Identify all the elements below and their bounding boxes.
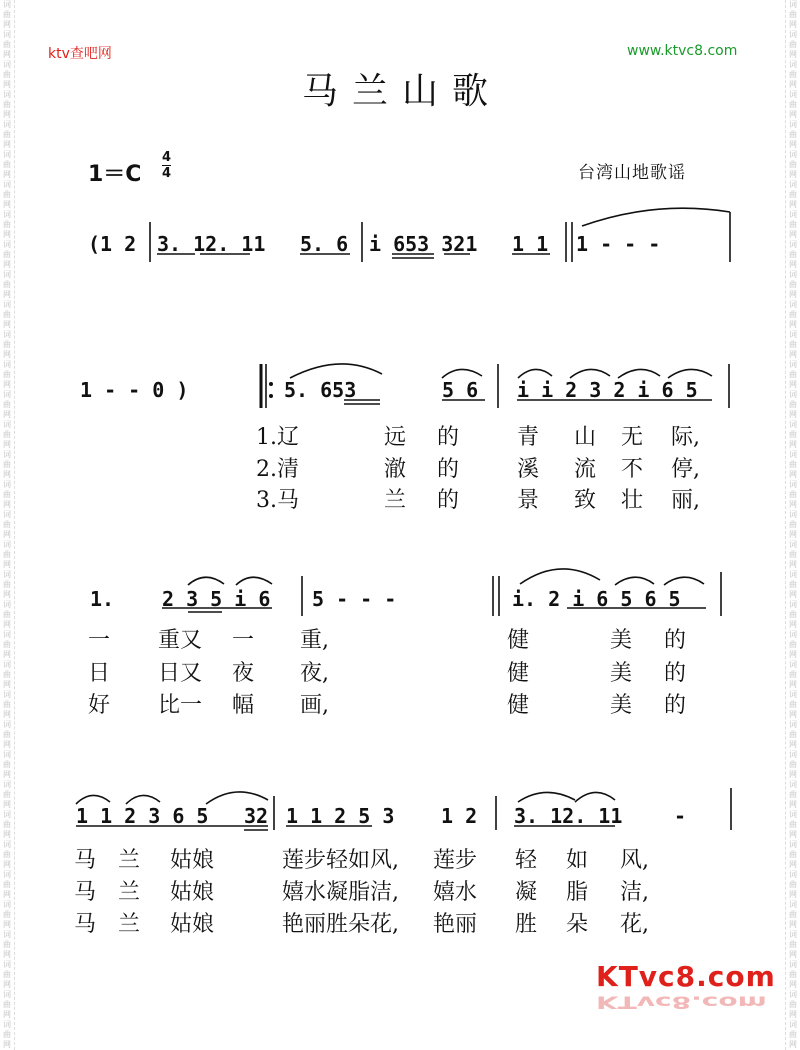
lyric4-v3-4: 艳丽胜朵花, [282, 912, 399, 937]
site-name-left[interactable]: ktv查吧网 [48, 46, 112, 62]
lyric3-v2-5: 健 [507, 661, 530, 686]
lyric3-v1-4: 重, [300, 628, 329, 653]
lyric4-v3-6: 胜 [515, 912, 538, 937]
lyric-v1-1: 1.辽 [256, 425, 299, 450]
slur [126, 795, 160, 804]
lyric-v3-5: 致 [574, 488, 597, 513]
left-watermark-strip: 词曲网词曲网词曲网词曲网词曲网词曲网词曲网词曲网词曲网词曲网词曲网词曲网词曲网词曲网词曲网词曲网词曲网词曲网词曲网词曲网词曲网词曲网词曲网词曲网词曲网词曲网词曲网词曲网词曲网词曲网词曲网词曲网词曲网词曲网词曲网 [0, 0, 15, 1050]
lyric3-v3-4: 画, [300, 693, 329, 718]
ktvc8-logo-reflection: KTvc8.com [596, 992, 767, 1012]
lyric3-v2-4: 夜, [300, 661, 329, 686]
row1-measure1-notes-b: 5. 6 [300, 232, 349, 256]
lyric3-v3-6: 美 [610, 693, 633, 718]
slur [570, 369, 610, 378]
lyric-v2-5: 流 [574, 457, 597, 482]
site-url-right[interactable]: www.ktvc8.com [627, 43, 738, 59]
lyric4-v2-8: 洁, [620, 880, 649, 905]
row4-measure1-notes-a: 1 1 2 3 6 5 [76, 804, 209, 828]
lyric-v3-7: 丽, [671, 488, 700, 513]
lyric4-v3-2: 兰 [118, 912, 141, 937]
lyric3-v2-7: 的 [664, 661, 687, 686]
lyric4-v1-5: 莲步 [433, 848, 478, 873]
slur [582, 208, 730, 226]
row2-intro-end-notes: 1 - - 0 ) [80, 378, 189, 402]
lyric-v3-6: 壮 [621, 488, 644, 513]
lyric-v1-4: 青 [517, 425, 540, 450]
meter-bottom: 4 [162, 166, 172, 181]
lyric-v3-4: 景 [517, 488, 540, 513]
slur [668, 369, 712, 378]
row2-measure1-notes-b: 5 6 [442, 378, 479, 402]
lyric-v1-7: 际, [671, 425, 700, 450]
slur [188, 577, 224, 585]
row2-measure1-notes-a: 5. 653 [284, 378, 357, 402]
lyric3-v1-7: 的 [664, 628, 687, 653]
lyric4-v3-1: 马 [74, 912, 97, 937]
slur [290, 364, 382, 378]
lyric-v3-2: 兰 [384, 488, 407, 513]
row3-measure1-notes-a: 1. [90, 587, 115, 611]
slur [664, 577, 704, 585]
lyric3-v3-3: 幅 [232, 693, 255, 718]
slur [615, 577, 654, 585]
lyric4-v1-4: 莲步轻如风, [282, 848, 399, 873]
right-watermark-strip: 词曲网词曲网词曲网词曲网词曲网词曲网词曲网词曲网词曲网词曲网词曲网词曲网词曲网词曲网词曲网词曲网词曲网词曲网词曲网词曲网词曲网词曲网词曲网词曲网词曲网词曲网词曲网词曲网词曲网词曲网词曲网词曲网词曲网词曲网词曲网 [785, 0, 800, 1050]
lyric4-v2-6: 凝 [515, 880, 538, 905]
lyric3-v1-2: 重又 [158, 628, 203, 653]
slur [575, 792, 615, 802]
slur [236, 577, 272, 585]
slur [618, 369, 660, 378]
key-signature: 1＝C [88, 162, 142, 187]
lyric-v3-3: 的 [437, 488, 460, 513]
lyric-v2-3: 的 [437, 457, 460, 482]
lyric3-v2-6: 美 [610, 661, 633, 686]
lyric4-v3-8: 花, [620, 912, 649, 937]
lyric-v2-6: 不 [621, 457, 644, 482]
slur [520, 569, 600, 584]
slur [76, 795, 110, 804]
lyric3-v1-3: 一 [232, 628, 255, 653]
slur [442, 369, 482, 378]
row4-measure3-dash: - [674, 804, 687, 828]
row1-measure2-notes-b: 1 1 [512, 232, 549, 256]
row1-measure2-notes-a: i 653 321 [369, 232, 478, 256]
ktvc8-logo[interactable]: KTvc8.com [596, 960, 776, 993]
lyric3-v2-2: 日又 [158, 661, 203, 686]
row1-measure3-notes: 1 - - - [576, 232, 661, 256]
lyric4-v3-5: 艳丽 [433, 912, 478, 937]
lyric4-v3-3: 姑娘 [170, 912, 215, 937]
song-title: 马兰山歌 [302, 71, 503, 112]
lyric-v1-6: 无 [621, 425, 644, 450]
lyric4-v1-1: 马 [74, 848, 97, 873]
lyric4-v1-2: 兰 [118, 848, 141, 873]
lyric4-v2-1: 马 [74, 880, 97, 905]
slur [518, 792, 575, 802]
lyric-v2-4: 溪 [517, 457, 540, 482]
row4-measure2-notes-a: 1 1 2 5 3 [286, 804, 395, 828]
dot [269, 382, 273, 386]
lyric4-v2-4: 嬉水凝脂洁, [282, 880, 399, 905]
lyric3-v1-5: 健 [507, 628, 530, 653]
row4-measure1-notes-b: 32 [244, 804, 269, 828]
lyric-v3-1: 3.马 [256, 488, 299, 513]
row3-measure2-notes: 5 - - - [312, 587, 397, 611]
row4-measure3-notes: 3. 12. 11 [514, 804, 623, 828]
lyric-v1-2: 远 [384, 425, 407, 450]
slur [206, 792, 268, 804]
lyric4-v1-8: 风, [620, 848, 649, 873]
row3-measure1-notes-b: 2 3 5 i 6 [162, 587, 271, 611]
dot [269, 394, 273, 398]
row1-intro-notes: (1 2 [88, 232, 137, 256]
lyric3-v1-1: 一 [88, 628, 111, 653]
lyric-v2-1: 2.清 [256, 457, 299, 482]
lyric3-v3-1: 好 [88, 693, 111, 718]
song-origin: 台湾山地歌谣 [578, 163, 686, 183]
lyric4-v1-7: 如 [566, 848, 589, 873]
row4-measure2-notes-b: 1 2 [441, 804, 478, 828]
row3-measure3-notes: i. 2 i 6 5 6 5 [512, 587, 681, 611]
lyric-v1-3: 的 [437, 425, 460, 450]
lyric4-v2-7: 脂 [566, 880, 589, 905]
row2-measure2-notes: i i 2 3 2 i 6 5 [517, 378, 698, 402]
lyric4-v1-6: 轻 [515, 848, 538, 873]
lyric3-v3-2: 比一 [158, 693, 203, 718]
lyric4-v2-5: 嬉水 [433, 880, 478, 905]
lyric-v2-2: 澈 [384, 457, 407, 482]
slur [518, 369, 552, 378]
lyric3-v2-1: 日 [88, 661, 111, 686]
row1-measure1-notes-a: 3. 12. 11 [157, 232, 266, 256]
lyric4-v2-3: 姑娘 [170, 880, 215, 905]
lyric4-v1-3: 姑娘 [170, 848, 215, 873]
lyric3-v3-5: 健 [507, 693, 530, 718]
lyric3-v2-3: 夜 [232, 661, 255, 686]
meter-top: 4 [162, 150, 172, 165]
lyric4-v2-2: 兰 [118, 880, 141, 905]
lyric-v2-7: 停, [671, 457, 700, 482]
lyric4-v3-7: 朵 [566, 912, 589, 937]
lyric3-v3-7: 的 [664, 693, 687, 718]
lyric3-v1-6: 美 [610, 628, 633, 653]
lyric-v1-5: 山 [574, 425, 597, 450]
